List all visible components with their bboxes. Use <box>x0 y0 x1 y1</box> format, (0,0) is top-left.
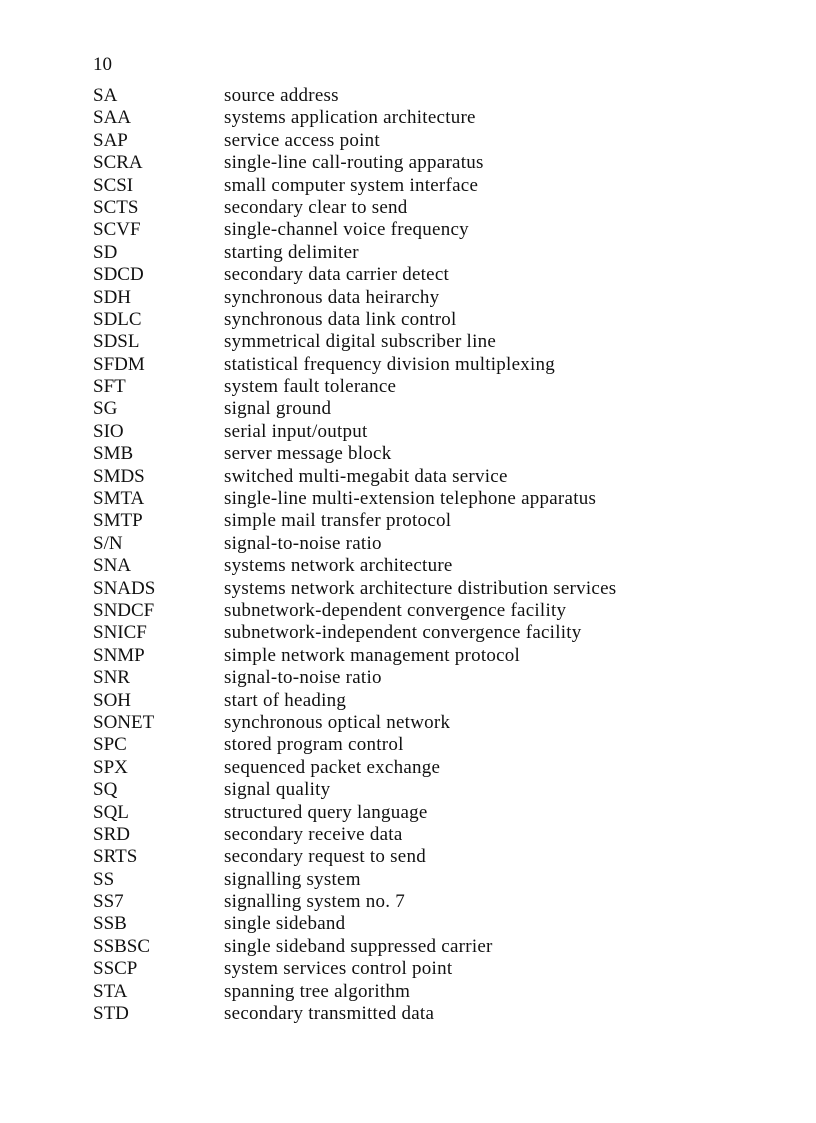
abbreviation: SG <box>93 398 118 420</box>
definition: signal-to-noise ratio <box>224 532 382 554</box>
definition: spanning tree algorithm <box>224 980 411 1002</box>
abbreviation: SDCD <box>93 264 144 286</box>
glossary-entry <box>93 264 616 286</box>
glossary-entry <box>93 398 616 420</box>
definition: subnetwork-dependent convergence facility <box>224 599 567 621</box>
definition: symmetrical digital subscriber line <box>224 331 497 353</box>
page-number: 10 <box>93 54 112 75</box>
definition: secondary data carrier detect <box>224 264 450 286</box>
glossary-entry <box>93 466 616 488</box>
abbreviation: SNR <box>93 667 130 689</box>
glossary-entry <box>93 891 616 913</box>
abbreviation: STD <box>93 1003 129 1025</box>
abbreviation: SNADS <box>93 577 156 599</box>
glossary-entry <box>93 824 616 846</box>
definition: switched multi-megabit data service <box>224 465 508 487</box>
glossary-entry <box>93 958 616 980</box>
abbreviation: SDH <box>93 286 132 308</box>
abbreviation: SRTS <box>93 846 138 868</box>
abbreviation: SAP <box>93 129 128 151</box>
glossary-entry <box>93 757 616 779</box>
abbreviation: SMTA <box>93 488 145 510</box>
glossary-entry <box>93 869 616 891</box>
glossary-entry <box>93 219 616 241</box>
definition: secondary request to send <box>224 846 426 868</box>
definition: secondary transmitted data <box>224 1003 435 1025</box>
abbreviation: SDSL <box>93 331 140 353</box>
glossary-entry <box>93 578 616 600</box>
definition: starting delimiter <box>224 241 359 263</box>
abbreviation: SSBSC <box>93 935 151 957</box>
glossary-entry <box>93 622 616 644</box>
definition: systems network architecture <box>224 555 453 577</box>
abbreviation: SSB <box>93 913 127 935</box>
glossary-entry <box>93 107 616 129</box>
abbreviation: SCSI <box>93 174 134 196</box>
definition: sequenced packet exchange <box>224 756 441 778</box>
definition: server message block <box>224 443 392 465</box>
definition: signal quality <box>224 779 331 801</box>
glossary-entry <box>93 85 616 107</box>
definition: source address <box>224 85 339 106</box>
abbreviation: SMB <box>93 443 134 465</box>
abbreviation: SNDCF <box>93 599 155 621</box>
definition: single-line call-routing apparatus <box>224 152 484 174</box>
abbreviation: SD <box>93 241 118 263</box>
abbreviation: SCVF <box>93 219 141 241</box>
definition: secondary receive data <box>224 823 403 845</box>
glossary-entry <box>93 802 616 824</box>
glossary-entry <box>93 376 616 398</box>
glossary-entry <box>93 331 616 353</box>
glossary-entry <box>93 645 616 667</box>
definition: system fault tolerance <box>224 376 397 398</box>
abbreviation: S/N <box>93 532 123 554</box>
abbreviation: SQ <box>93 779 118 801</box>
glossary-entry <box>93 175 616 197</box>
glossary-entry <box>93 1003 616 1025</box>
definition: single sideband suppressed carrier <box>224 935 493 957</box>
abbreviation: SMDS <box>93 465 145 487</box>
abbreviation: SQL <box>93 801 129 823</box>
glossary-entry <box>93 130 616 152</box>
definition: signal-to-noise ratio <box>224 667 382 689</box>
abbreviation: SOH <box>93 689 132 711</box>
definition: structured query language <box>224 801 428 823</box>
definition: simple network management protocol <box>224 644 521 666</box>
abbreviation: SNICF <box>93 622 147 644</box>
abbreviation: SMTP <box>93 510 143 532</box>
abbreviation: SPC <box>93 734 127 756</box>
glossary-entry <box>93 600 616 622</box>
glossary-entry <box>93 913 616 935</box>
definition: synchronous data heirarchy <box>224 286 440 308</box>
abbreviation: SDLC <box>93 308 142 330</box>
glossary-entry <box>93 197 616 219</box>
glossary-entry <box>93 712 616 734</box>
abbreviation: SCTS <box>93 196 139 218</box>
definition: small computer system interface <box>224 174 479 196</box>
definition: simple mail transfer protocol <box>224 510 452 532</box>
definition: signal ground <box>224 398 332 420</box>
definition: stored program control <box>224 734 404 756</box>
definition: single-channel voice frequency <box>224 219 469 241</box>
definition: synchronous data link control <box>224 308 457 330</box>
glossary-entry <box>93 421 616 443</box>
abbreviation: SNMP <box>93 644 145 666</box>
definition: serial input/output <box>224 420 368 442</box>
glossary-entry <box>93 533 616 555</box>
abbreviation: SFDM <box>93 353 145 375</box>
glossary-entry <box>93 152 616 174</box>
glossary-entry <box>93 443 616 465</box>
definition: single-line multi-extension telephone apparatus <box>224 488 597 510</box>
glossary-list <box>93 85 616 1025</box>
definition: single sideband <box>224 913 346 935</box>
definition: signalling system no. 7 <box>224 891 405 913</box>
abbreviation: SPX <box>93 756 128 778</box>
abbreviation: SFT <box>93 376 126 398</box>
abbreviation: STA <box>93 980 128 1002</box>
abbreviation: SIO <box>93 420 124 442</box>
glossary-entry <box>93 734 616 756</box>
glossary-entry <box>93 846 616 868</box>
glossary-entry <box>93 510 616 532</box>
glossary-entry <box>93 981 616 1003</box>
glossary-entry <box>93 936 616 958</box>
abbreviation: SAA <box>93 107 132 129</box>
glossary-entry <box>93 488 616 510</box>
abbreviation: SNA <box>93 555 132 577</box>
glossary-entry <box>93 690 616 712</box>
definition: systems application architecture <box>224 107 476 129</box>
abbreviation: SRD <box>93 823 130 845</box>
glossary-entry <box>93 287 616 309</box>
definition: signalling system <box>224 868 361 890</box>
abbreviation: SS7 <box>93 891 124 913</box>
glossary-entry <box>93 309 616 331</box>
glossary-entry <box>93 555 616 577</box>
definition: secondary clear to send <box>224 196 408 218</box>
definition: subnetwork-independent convergence facility <box>224 622 582 644</box>
abbreviation: SONET <box>93 711 155 733</box>
abbreviation: SCRA <box>93 152 143 174</box>
glossary-entry <box>93 667 616 689</box>
glossary-entry <box>93 242 616 264</box>
definition: synchronous optical network <box>224 711 451 733</box>
definition: system services control point <box>224 958 453 980</box>
definition: service access point <box>224 129 380 151</box>
definition: systems network architecture distribution services <box>224 577 617 599</box>
abbreviation: SS <box>93 868 115 890</box>
abbreviation: SSCP <box>93 958 138 980</box>
abbreviation: SA <box>93 85 118 106</box>
glossary-entry <box>93 354 616 376</box>
glossary-entry <box>93 779 616 801</box>
definition: statistical frequency division multiplexing <box>224 353 556 375</box>
definition: start of heading <box>224 689 347 711</box>
